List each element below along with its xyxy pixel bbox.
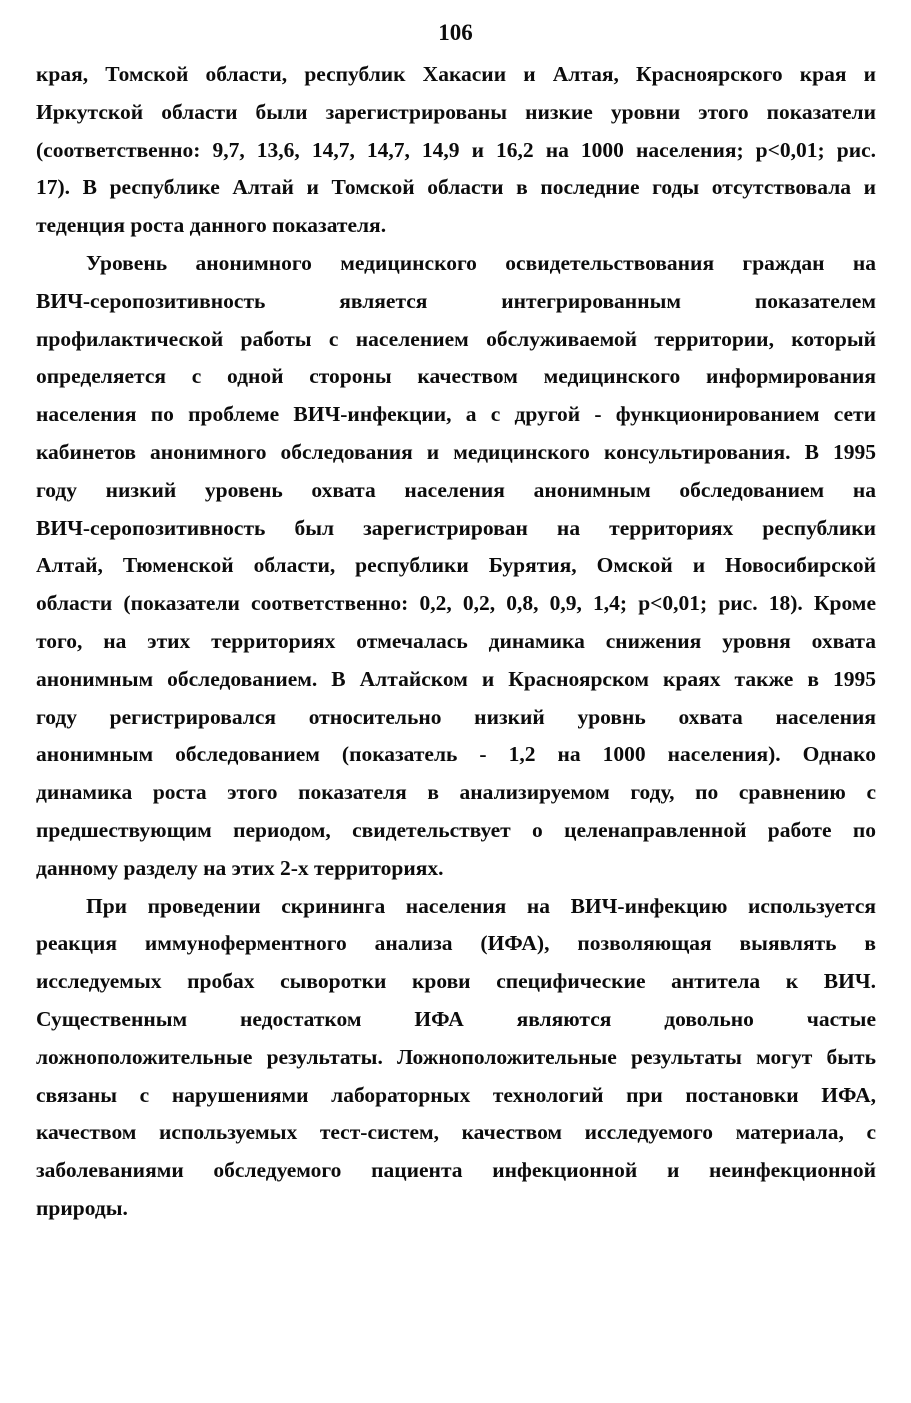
text-line: ВИЧ-серопозитивность является интегрированным показателем [36,288,876,313]
text-line: области (показатели соответственно: 0,2, 0,2, 0,8, 0,9, 1,4; р<0,01; рис. 18). Кроме [36,591,876,616]
text-line: профилактической работы с населением обслуживаемой территории, который [36,326,876,351]
paragraph-2 [36,245,876,888]
text-line: исследуемых пробах сыворотки крови специфические антитела к ВИЧ. [36,969,876,994]
text-line: качеством используемых тест-систем, качеством исследуемого материала, с [36,1120,876,1145]
text-line: году регистрировался относительно низкий уровнь охвата населения [36,704,876,729]
text-line: теденция роста данного показателя. [36,213,387,238]
text-line: данному разделу на этих 2-х территориях. [36,855,444,880]
text-line: края, Томской области, республик Хакасии и Алтая, Красноярского края и [36,62,876,86]
text-line: ложноположительные результаты. Ложноположительные результаты могут быть [36,1044,876,1069]
text-line: 17). В республике Алтай и Томской области в последние годы отсутствовала и [36,175,876,200]
text-line: кабинетов анонимного обследования и медицинского консультирования. В 1995 [36,439,876,464]
text-line: году низкий уровень охвата населения анонимным обследованием на [36,477,876,502]
paragraph-1 [36,56,876,245]
text-line: При проведении скрининга населения на ВИЧ-инфекцию используется [86,893,876,918]
text-line: (соответственно: 9,7, 13,6, 14,7, 14,7, 14,9 и 16,2 на 1000 населения; р<0,01; рис. [36,137,876,162]
text-line: Иркутской области были зарегистрированы низкие уровни этого показатели [36,99,876,124]
text-line: Алтай, Тюменской области, республики Бурятия, Омской и Новосибирской [36,553,876,578]
text-line: Уровень анонимного медицинского освидетельствования граждан на [86,250,876,275]
text-line: Существенным недостатком ИФА являются довольно частые [36,1006,876,1031]
text-line: связаны с нарушениями лабораторных технологий при постановки ИФА, [36,1082,876,1107]
text-line: динамика роста этого показателя в анализируемом году, по сравнению с [36,780,876,805]
text-line: ВИЧ-серопозитивность был зарегистрирован на территориях республики [36,515,876,540]
text-line: реакция иммуноферментного анализа (ИФА), позволяющая выявлять в [36,931,876,956]
text-line: определяется с одной стороны качеством медицинского информирования [36,364,876,389]
text-line: природы. [36,1195,128,1220]
text-body [36,56,876,1228]
text-line: заболеваниями обследуемого пациента инфекционной и неинфекционной [36,1158,876,1183]
page-number: 106 [438,20,473,45]
text-line: анонимным обследованием (показатель - 1,2 на 1000 населения). Однако [36,742,876,767]
text-line: предшествующим периодом, свидетельствует о целенаправленной работе по [36,817,876,842]
text-line: анонимным обследованием. В Алтайском и Красноярском краях также в 1995 [36,666,876,691]
text-line: населения по проблеме ВИЧ-инфекции, а с другой - функционированием сети [36,402,876,427]
text-line: того, на этих территориях отмечалась динамика снижения уровня охвата [36,628,876,653]
paragraph-3 [36,888,876,1228]
